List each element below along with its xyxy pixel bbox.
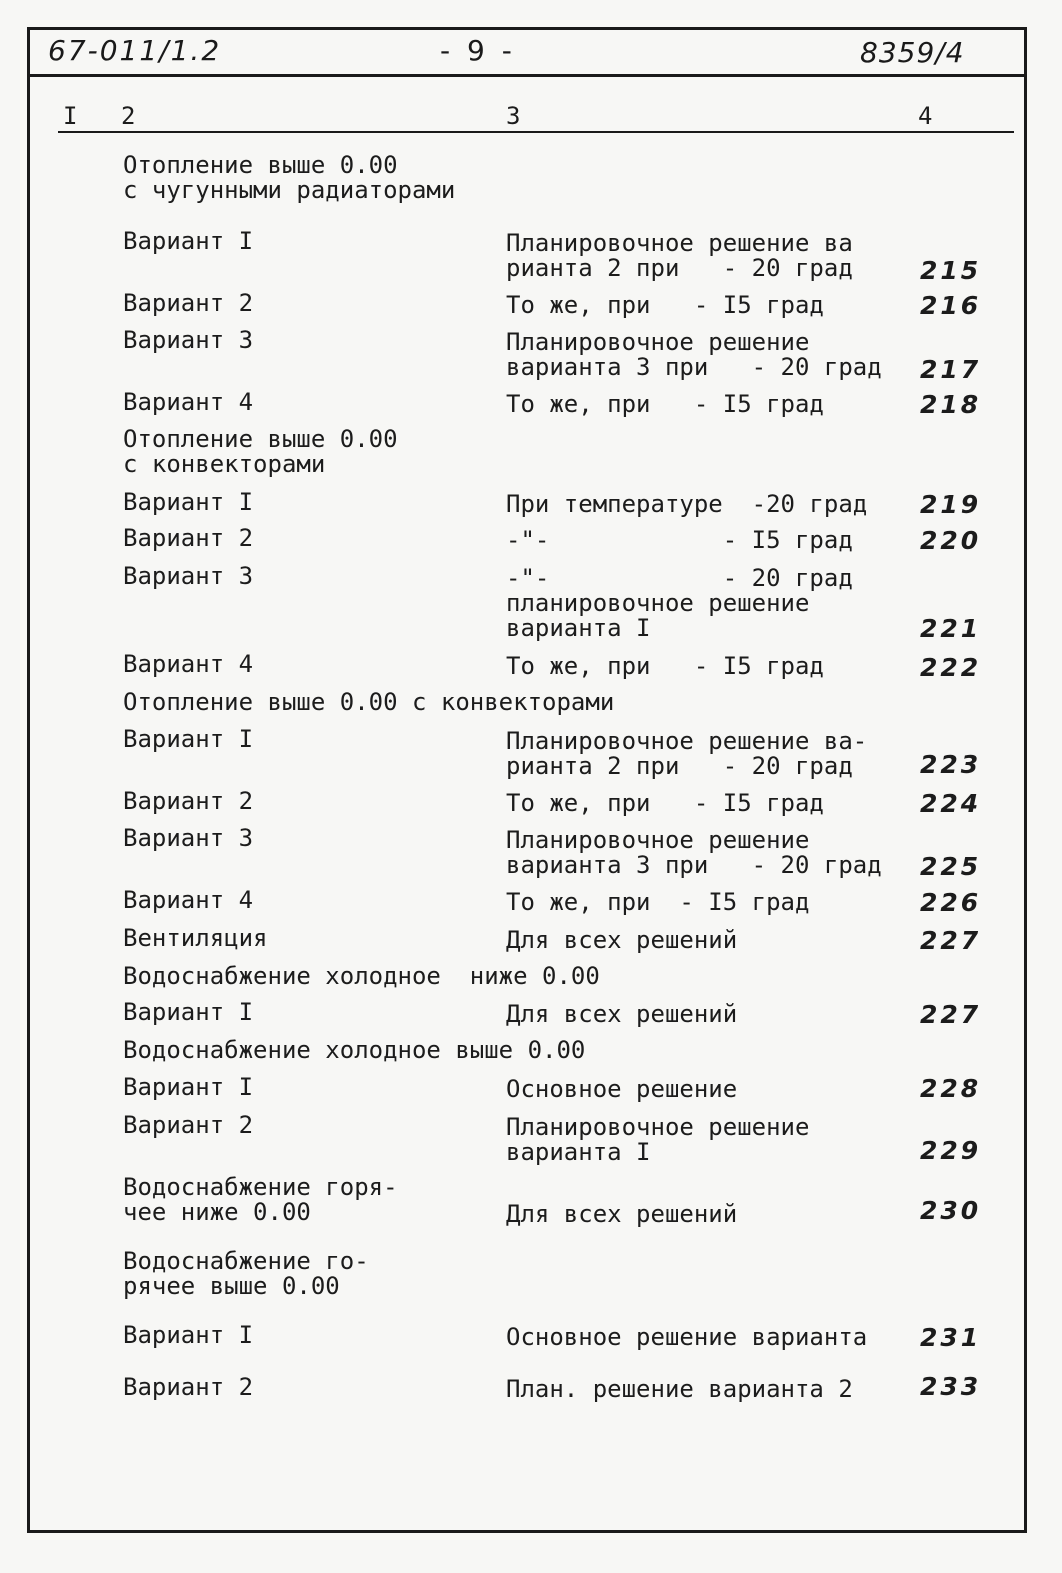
row-5-title: Отопление выше 0.00 с конвекторами <box>123 425 398 478</box>
row-24-title: Вариант 2 <box>123 1373 254 1401</box>
document-code: 67-011/1.2 <box>48 34 222 67</box>
row-24-note: План. решение варианта 2 <box>506 1375 853 1403</box>
row-9-title: Вариант 4 <box>123 650 254 678</box>
row-15-note: Для всех решений <box>506 926 738 954</box>
row-19-page: 228 <box>920 1074 982 1103</box>
row-15-title: Вентиляция <box>123 924 268 952</box>
row-7-title: Вариант 2 <box>123 524 254 552</box>
row-23-note: Основное решение варианта <box>506 1323 868 1351</box>
sheet-number: 8359/4 <box>860 36 965 69</box>
row-15-page: 227 <box>920 926 982 955</box>
row-0-title: Отопление выше 0.00 с чугунными радиаторами <box>123 151 456 204</box>
row-10-title: Отопление выше 0.00 с конвекторами <box>123 688 615 716</box>
row-22-title: Водоснабжение го- рячее выше 0.00 <box>123 1247 369 1300</box>
row-24-page: 233 <box>920 1372 982 1401</box>
row-6-title: Вариант I <box>123 488 254 516</box>
row-20-title: Вариант 2 <box>123 1111 254 1139</box>
row-12-title: Вариант 2 <box>123 787 254 815</box>
row-7-page: 220 <box>920 526 982 555</box>
row-1-note: Планировочное решение ва рианта 2 при - 20 град <box>506 229 853 282</box>
row-4-page: 218 <box>920 390 982 419</box>
row-13-page: 225 <box>920 852 982 881</box>
row-2-page: 216 <box>920 291 982 320</box>
row-23-title: Вариант I <box>123 1321 254 1349</box>
row-3-page: 217 <box>920 355 982 384</box>
row-13-note: Планировочное решение варианта 3 при - 20 град <box>506 826 882 879</box>
row-19-title: Вариант I <box>123 1073 254 1101</box>
row-8-title: Вариант 3 <box>123 562 254 590</box>
row-3-note: Планировочное решение варианта 3 при - 20 град <box>506 328 882 381</box>
row-7-note: -"- - I5 град <box>506 526 853 554</box>
row-9-page: 222 <box>920 653 982 682</box>
row-12-note: То же, при - I5 град <box>506 789 824 817</box>
row-8-page: 221 <box>920 614 982 643</box>
row-1-title: Вариант I <box>123 227 254 255</box>
row-18-title: Водоснабжение холодное выше 0.00 <box>123 1036 586 1064</box>
row-14-title: Вариант 4 <box>123 886 254 914</box>
row-20-page: 229 <box>920 1136 982 1165</box>
row-20-note: Планировочное решение варианта I <box>506 1113 810 1166</box>
row-19-note: Основное решение <box>506 1075 738 1103</box>
column-number-1: I <box>63 102 78 130</box>
row-21-note: Для всех решений <box>506 1200 738 1228</box>
row-8-note: -"- - 20 град планировочное решение варианта I <box>506 564 853 642</box>
row-16-title: Водоснабжение холодное ниже 0.00 <box>123 962 600 990</box>
row-9-note: То же, при - I5 град <box>506 652 824 680</box>
row-6-page: 219 <box>920 490 982 519</box>
row-14-note: То же, при - I5 град <box>506 888 810 916</box>
row-3-title: Вариант 3 <box>123 326 254 354</box>
document-sheet <box>27 27 1027 1533</box>
row-17-page: 227 <box>920 1000 982 1029</box>
row-2-note: То же, при - I5 град <box>506 291 824 319</box>
row-2-title: Вариант 2 <box>123 289 254 317</box>
row-4-note: То же, при - I5 град <box>506 390 824 418</box>
column-number-3: 3 <box>506 102 521 130</box>
row-17-title: Вариант I <box>123 998 254 1026</box>
row-11-note: Планировочное решение ва- рианта 2 при - 20 град <box>506 727 868 780</box>
row-21-page: 230 <box>920 1196 982 1225</box>
row-11-page: 223 <box>920 750 982 779</box>
row-12-page: 224 <box>920 789 982 818</box>
row-1-page: 215 <box>920 256 982 285</box>
row-23-page: 231 <box>920 1323 982 1352</box>
column-number-4: 4 <box>918 102 933 130</box>
column-number-2: 2 <box>121 102 136 130</box>
header-divider <box>30 74 1024 77</box>
column-header-divider <box>58 131 1014 133</box>
row-11-title: Вариант I <box>123 725 254 753</box>
page-number: - 9 - <box>440 34 516 67</box>
row-6-note: При температуре -20 град <box>506 490 868 518</box>
row-13-title: Вариант 3 <box>123 824 254 852</box>
row-4-title: Вариант 4 <box>123 388 254 416</box>
row-17-note: Для всех решений <box>506 1000 738 1028</box>
row-21-title: Водоснабжение горя- чее ниже 0.00 <box>123 1173 398 1226</box>
row-14-page: 226 <box>920 888 982 917</box>
